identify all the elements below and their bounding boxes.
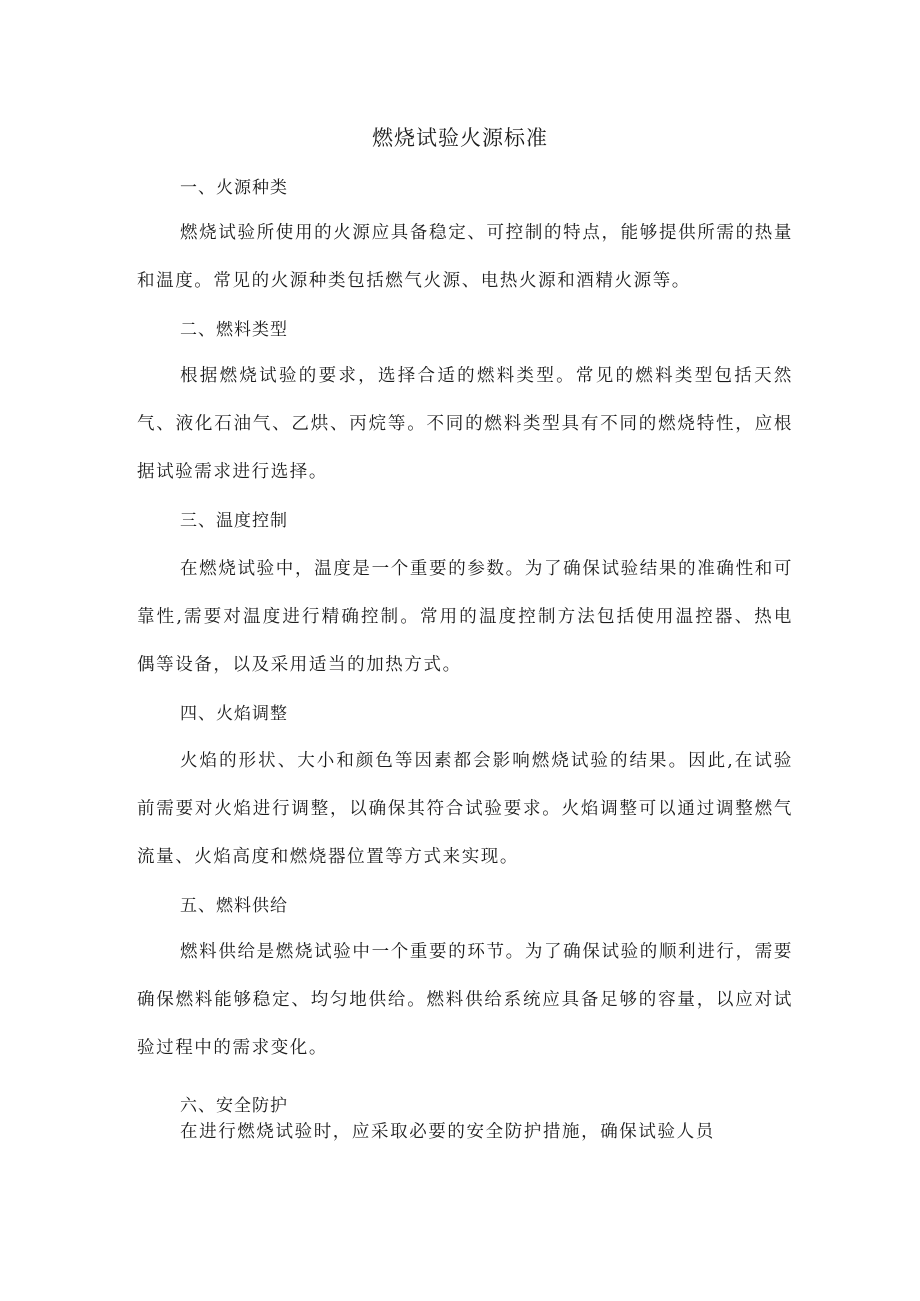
document-title: 燃烧试验火源标准 (372, 126, 548, 150)
section-heading-fire-source-types: 一、火源种类 (180, 178, 288, 198)
section-body-safety-protection: 在进行燃烧试验时，应采取必要的安全防护措施，确保试验人员 (180, 1122, 715, 1142)
section-heading-flame-adjustment: 四、火焰调整 (180, 704, 288, 724)
section-body-fire-source-types: 燃烧试验所使用的火源应具备稳定、可控制的特点，能够提供所需的热量和温度。常见的火源种类包括燃气火源、电热火源和酒精火源等。 (137, 223, 793, 291)
section-body-flame-adjustment: 火焰的形状、大小和颜色等因素都会影响燃烧试验的结果。因此,在试验前需要对火焰进行调整，以确保其符合试验要求。火焰调整可以通过调整燃气流量、火焰高度和燃烧器位置等方式来实现。 (137, 751, 793, 867)
section-body-fuel-supply: 燃料供给是燃烧试验中一个重要的环节。为了确保试验的顺利进行，需要确保燃料能够稳定、均匀地供给。燃料供给系统应具备足够的容量，以应对试验过程中的需求变化。 (137, 942, 793, 1058)
section-heading-fuel-supply: 五、燃料供给 (180, 896, 288, 916)
section-heading-fuel-types: 二、燃料类型 (180, 320, 288, 340)
section-body-fuel-types: 根据燃烧试验的要求，选择合适的燃料类型。常见的燃料类型包括天然气、液化石油气、乙烘、丙烷等。不同的燃料类型具有不同的燃烧特性，应根据试验需求进行选择。 (137, 366, 793, 482)
section-heading-temperature-control: 三、温度控制 (180, 511, 288, 531)
section-body-temperature-control: 在燃烧试验中，温度是一个重要的参数。为了确保试验结果的准确性和可靠性,需要对温度进行精确控制。常用的温度控制方法包括使用温控器、热电偶等设备，以及采用适当的加热方式。 (137, 559, 793, 675)
section-heading-safety-protection: 六、安全防护 (180, 1096, 288, 1116)
